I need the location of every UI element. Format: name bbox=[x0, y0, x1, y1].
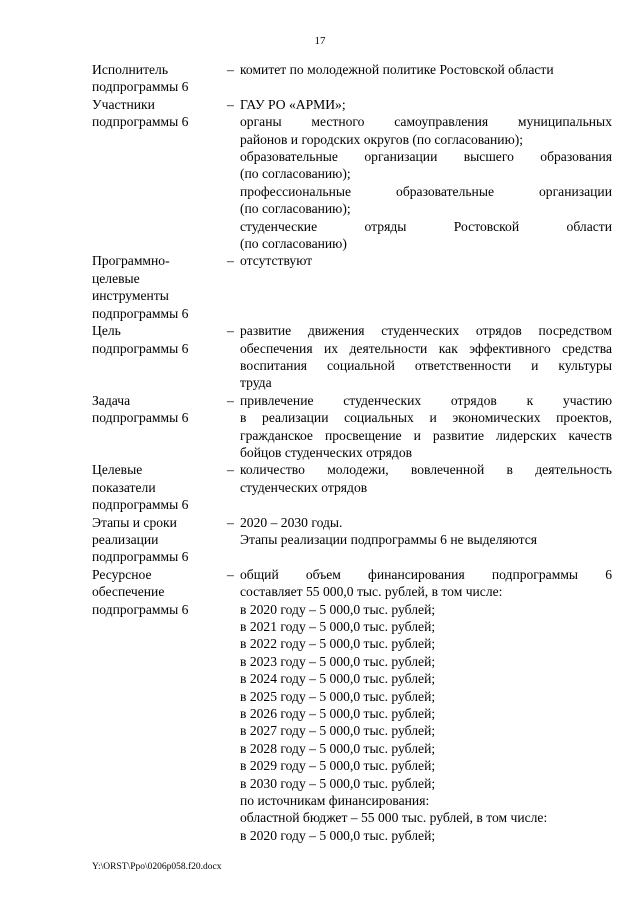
passport-row bbox=[92, 61, 612, 96]
value-line: составляет 55 000,0 тыс. рублей, в том числе: bbox=[240, 584, 503, 600]
value-line: районов и городских округов (по согласованию); bbox=[240, 131, 524, 147]
row-label: Задача подпрограммы 6 bbox=[92, 392, 189, 426]
row-label: Программно- целевые инструменты подпрограммы 6 bbox=[92, 253, 189, 321]
passport-row bbox=[92, 566, 612, 845]
passport-row bbox=[92, 96, 612, 253]
value-line: ГАУ РО «АРМИ»; bbox=[240, 96, 346, 112]
page-number: 17 bbox=[314, 35, 326, 47]
value-line: (по согласованию); bbox=[240, 201, 351, 217]
row-value bbox=[240, 322, 612, 392]
value-line: в 2030 году – 5 000,0 тыс. рублей; bbox=[240, 775, 436, 791]
row-value bbox=[240, 96, 612, 253]
value-line: отсутствуют bbox=[240, 253, 313, 269]
value-line: в 2022 году – 5 000,0 тыс. рублей; bbox=[240, 636, 436, 652]
value-line: образовательные организации высшего образования bbox=[240, 149, 612, 165]
row-value bbox=[240, 252, 612, 322]
value-line: в 2029 году – 5 000,0 тыс. рублей; bbox=[240, 758, 436, 774]
value-line: общий объем финансирования подпрограммы 6 bbox=[240, 566, 612, 582]
value-line: в 2027 году – 5 000,0 тыс. рублей; bbox=[240, 723, 436, 739]
value-line: в 2020 году – 5 000,0 тыс. рублей; bbox=[240, 827, 436, 843]
row-value bbox=[240, 61, 612, 96]
passport-table bbox=[92, 61, 612, 844]
value-line: областной бюджет – 55 000 тыс. рублей, в том числе: bbox=[240, 810, 548, 826]
row-label: Целевые показатели подпрограммы 6 bbox=[92, 462, 189, 513]
row-label: Ресурсное обеспечение подпрограммы 6 bbox=[92, 566, 189, 617]
value-line: органы местного самоуправления муниципальных bbox=[240, 114, 612, 130]
value-line: в 2028 году – 5 000,0 тыс. рублей; bbox=[240, 740, 436, 756]
passport-row bbox=[92, 322, 612, 392]
value-line: в 2023 году – 5 000,0 тыс. рублей; bbox=[240, 653, 436, 669]
value-line: в 2020 году – 5 000,0 тыс. рублей; bbox=[240, 601, 436, 617]
value-line: профессиональные образовательные организации bbox=[240, 183, 612, 199]
value-line: в 2021 году – 5 000,0 тыс. рублей; bbox=[240, 619, 436, 634]
value-line: труда bbox=[240, 375, 272, 391]
row-dash: – bbox=[227, 62, 234, 77]
value-line: (по согласованию) bbox=[240, 236, 347, 252]
value-line: в 2025 году – 5 000,0 тыс. рублей; bbox=[240, 688, 436, 704]
row-label: Исполнитель подпрограммы 6 bbox=[92, 62, 189, 95]
passport-row bbox=[92, 252, 612, 322]
value-line: в 2026 году – 5 000,0 тыс. рублей; bbox=[240, 706, 436, 722]
row-value bbox=[240, 566, 612, 845]
value-line: привлечение студенческих отрядов к участию bbox=[240, 392, 612, 408]
value-line: развитие движения студенческих отрядов посредством bbox=[240, 323, 612, 339]
value-line: воспитания социальной ответственности и культуры bbox=[240, 357, 612, 373]
value-line: 2020 – 2030 годы. bbox=[240, 514, 343, 530]
passport-row bbox=[92, 461, 612, 513]
row-label: Цель подпрограммы 6 bbox=[92, 323, 189, 356]
value-line: обеспечения их деятельности как эффективного средства bbox=[240, 340, 612, 356]
row-dash: – bbox=[227, 253, 234, 269]
value-line: студенческие отряды Ростовской области bbox=[240, 218, 612, 234]
value-line: студенческих отрядов bbox=[240, 479, 368, 495]
value-line: гражданское просвещение и развитие лидерских качеств bbox=[240, 427, 612, 443]
value-line: Этапы реализации подпрограммы 6 не выделяются bbox=[240, 531, 537, 547]
row-label: Участники подпрограммы 6 bbox=[92, 96, 189, 130]
footer-file-path: Y:\ORST\Ppo\0206p058.f20.docx bbox=[92, 862, 222, 872]
value-line: в 2024 году – 5 000,0 тыс. рублей; bbox=[240, 671, 436, 687]
row-label: Этапы и сроки реализации подпрограммы 6 bbox=[92, 514, 189, 565]
value-line: по источникам финансирования: bbox=[240, 793, 430, 809]
row-dash: – bbox=[227, 96, 234, 112]
value-line: бойцов студенческих отрядов bbox=[240, 444, 413, 460]
row-dash: – bbox=[227, 323, 234, 339]
row-value bbox=[240, 461, 612, 513]
row-dash: – bbox=[227, 566, 234, 582]
row-dash: – bbox=[227, 462, 234, 478]
value-line: количество молодежи, вовлеченной в деятельность bbox=[240, 462, 612, 478]
value-line: (по согласованию); bbox=[240, 166, 351, 182]
passport-row bbox=[92, 392, 612, 462]
row-value bbox=[240, 392, 612, 462]
value-line: в реализации социальных и экономических проектов, bbox=[240, 410, 612, 426]
row-dash: – bbox=[227, 392, 234, 408]
passport-row bbox=[92, 514, 612, 566]
row-value bbox=[240, 514, 612, 566]
value-line: комитет по молодежной политике Ростовской области bbox=[240, 62, 554, 77]
row-dash: – bbox=[227, 514, 234, 530]
